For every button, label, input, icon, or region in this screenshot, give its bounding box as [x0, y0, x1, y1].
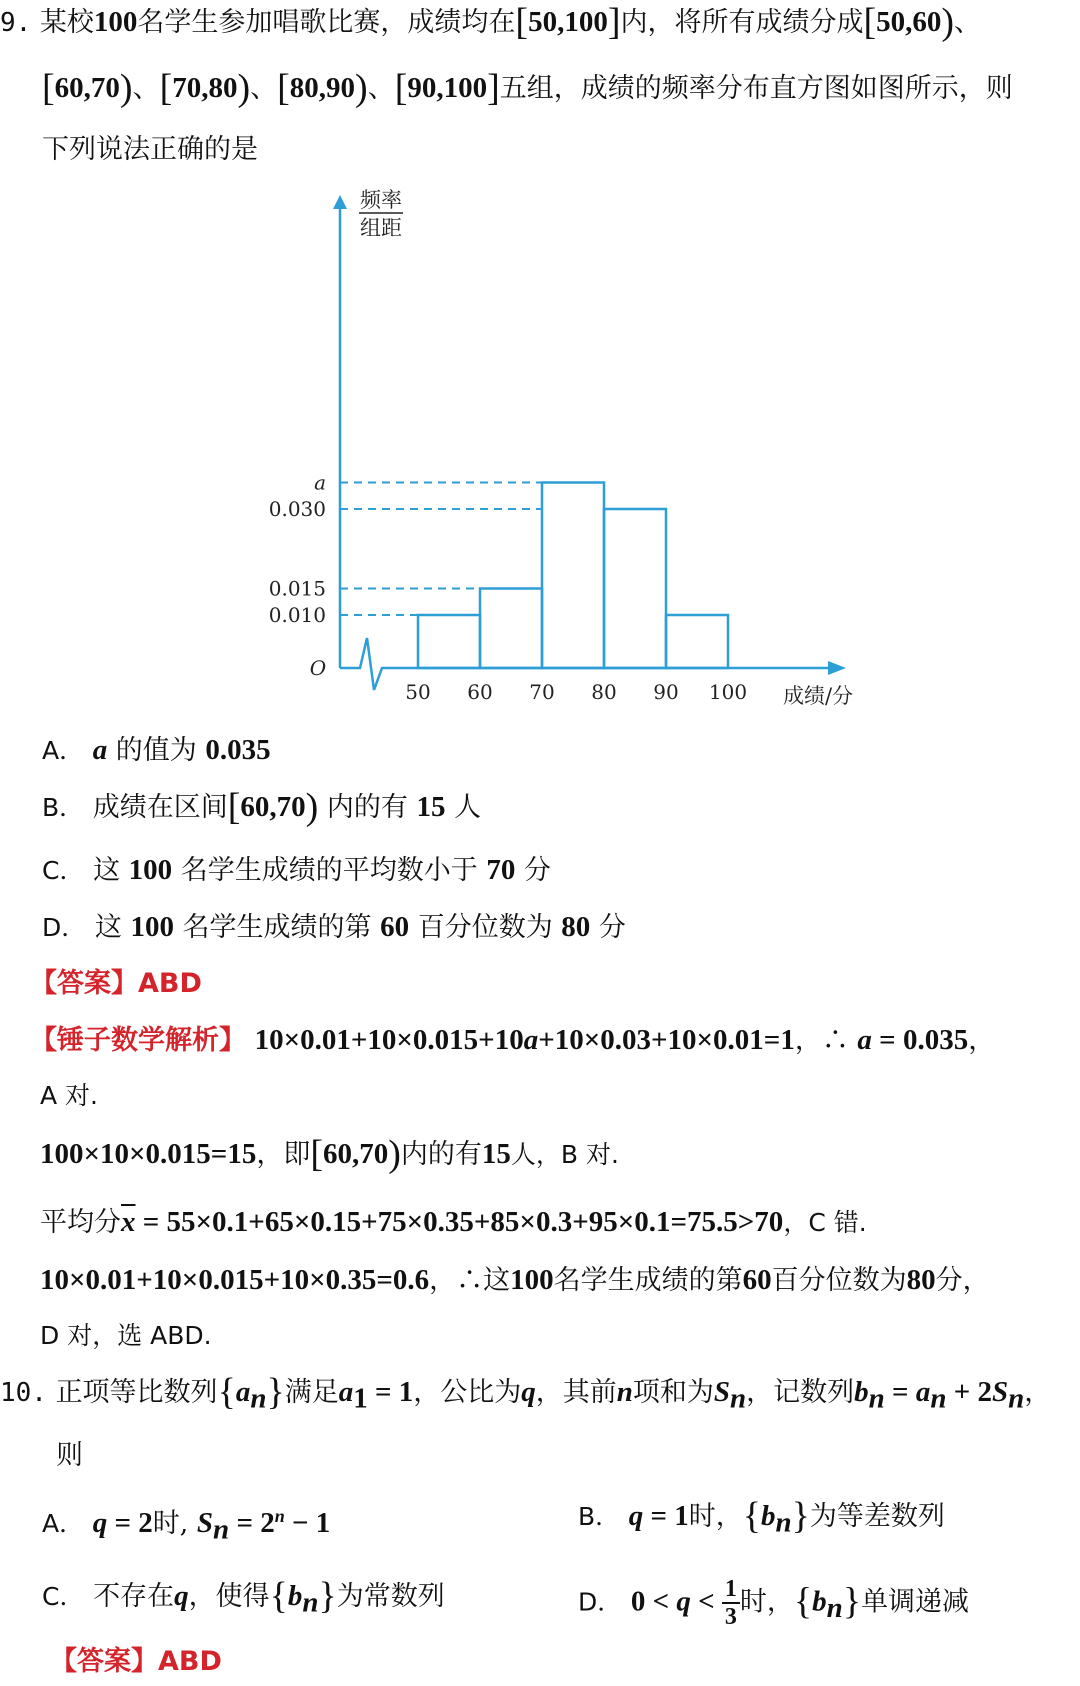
chart-labels [269, 188, 853, 708]
q9-option-c: C． 这 100 名学生成绩的平均数小于 70 分 [42, 854, 551, 886]
q9-analysis-4: 平均分$\overline{x} = 55\times 0.1+65\times 0.15+75\times 0.35+85\times 0.3+95\times 0.1=75.5>70$，C 错. [40, 1206, 867, 1238]
q9-analysis-5: 10×0.01+10×0.015+10×0.35=0.6，∴这100名学生成绩的第60百分位数为80分， [40, 1264, 990, 1296]
x-tick-label: 70 [529, 680, 555, 704]
q9-option-b: B． 成绩在区间[60,70) 内的有 15 人 [42, 786, 482, 828]
q10-option-b: B． q = 1时，$\{b_n\}$为等差数列 [578, 1495, 945, 1539]
q9-analysis-6: D 对，选 ABD. [40, 1321, 212, 1350]
histogram-bar [604, 509, 666, 668]
q9-analysis-1: 【锤子数学解析】 10×0.01+10×0.015+10a+10×0.03+10×0.01=1，∴ a = 0.035， [30, 1024, 996, 1056]
q9-line-1: 9. 某校100名学生参加唱歌比赛，成绩均在[50,100]内，将所有成绩分成[50,60)、 [0, 1, 982, 43]
y-tick-label: 0.015 [268, 576, 326, 601]
y-axis-arrow [333, 195, 347, 209]
q10-line-1: 10. 正项等比数列$\{a_n\}$满足$a_1 = 1$，公比为q，其前n项和为$S_n$，记数列$b_n = a_n + 2S_n$， [0, 1371, 1052, 1415]
chart-bars [418, 483, 728, 669]
x-tick-label: 50 [405, 680, 431, 704]
x-axis-arrow [828, 661, 846, 675]
q10-option-d: D． 0 < q < $\frac{1}{3}$ 时，$\{b_n\}$单调递减 [578, 1576, 970, 1630]
histogram-bar [542, 483, 604, 669]
q10-number: 10. [0, 1378, 47, 1408]
chart-dashed-guides [340, 483, 542, 616]
q9-answer: 【答案】ABD [30, 968, 202, 999]
y-tick-label: a [314, 470, 326, 495]
x-tick-label: 60 [467, 680, 493, 704]
y-axis-label-top: 频率 [360, 188, 402, 212]
y-tick-label: 0.030 [268, 497, 326, 521]
q10-option-c: C． 不存在q，使得$\{b_n\}$为常数列 [42, 1575, 445, 1619]
histogram-bar [480, 589, 542, 669]
x-axis-label: 成绩/分 [782, 684, 854, 708]
histogram-bar [418, 615, 480, 668]
x-tick-label: 90 [653, 680, 679, 704]
q10-answer: 【答案】ABD [50, 1646, 222, 1677]
fraction-one-third: $\frac{1}{3}$ [722, 1576, 740, 1630]
q10-option-a: A． q = 2时, $S_n = 2^n - 1$ [42, 1506, 331, 1546]
y-tick-label: 0.010 [268, 603, 326, 627]
y-axis-label-bottom: 组距 [360, 216, 402, 240]
histogram-bar [666, 615, 728, 668]
x-tick-label: 80 [591, 680, 617, 704]
q9-option-d: D． 这 100 名学生成绩的第 60 百分位数为 80 分 [42, 911, 626, 943]
q9-line-2: [60,70)、[70,80)、[80,90)、[90,100]五组，成绩的频率分布直方图如图所示，则 [42, 67, 1013, 109]
q9-option-a: A． a 的值为 0.035 [42, 734, 271, 766]
chart-axes [333, 195, 846, 690]
q10-line-2: 则 [56, 1440, 83, 1471]
origin-label: O [309, 656, 327, 680]
x-tick-label: 100 [708, 680, 748, 704]
q9-line-3: 下列说法正确的是 [42, 134, 258, 165]
q9-analysis-2: A 对. [40, 1081, 98, 1110]
q9-analysis-3: 100×10×0.015=15，即[60,70)内的有15人，B 对. [40, 1133, 619, 1175]
frequency-histogram [0, 0, 1080, 720]
q9-number: 9. [0, 8, 32, 38]
